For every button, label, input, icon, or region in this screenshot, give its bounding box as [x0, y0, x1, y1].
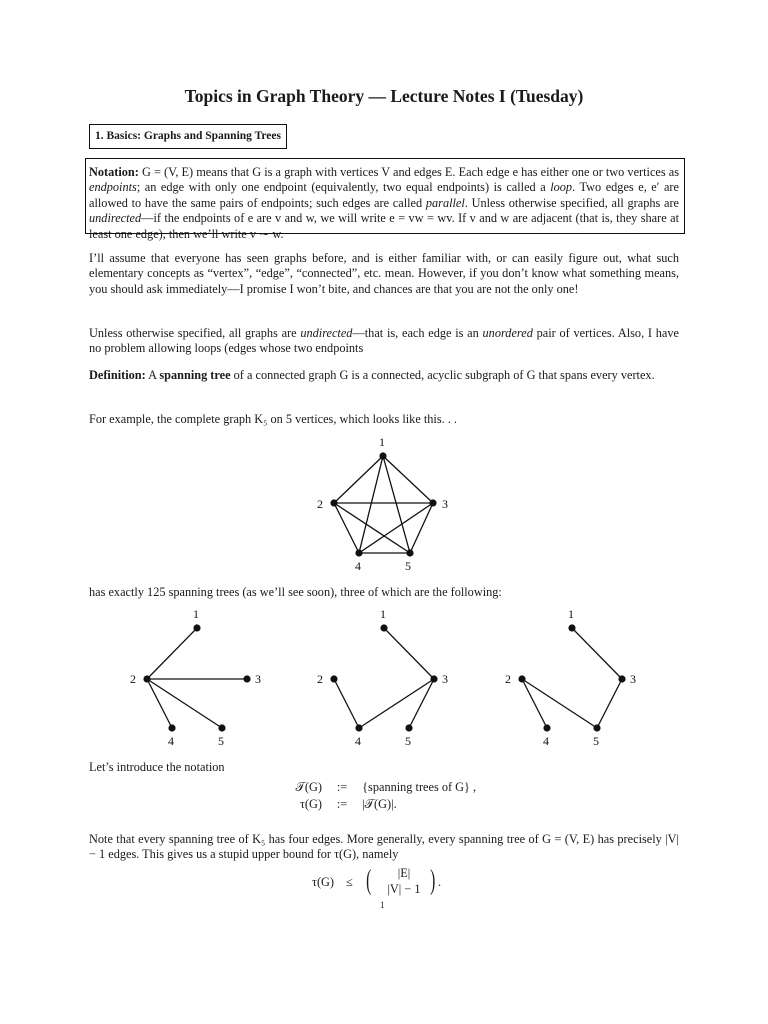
vertex-label: 4 — [355, 734, 361, 748]
vertex-label: 5 — [218, 734, 224, 748]
left-paren: ( — [366, 865, 372, 896]
binom-bottom: |V| − 1 — [387, 882, 421, 896]
tree2-vertices — [330, 624, 437, 731]
unless-text: —that is, each edge is an — [352, 326, 483, 340]
section-heading: 1. Basics: Graphs and Spanning Trees — [89, 124, 287, 149]
tree1-edges — [147, 628, 247, 728]
vertex-label: 2 — [130, 672, 136, 686]
notation-text: ; an edge with only one endpoint (equivalently, two equal endpoints) is called a — [136, 180, 551, 195]
bound-end: . — [438, 875, 442, 889]
vertex-label: 1 — [568, 607, 574, 621]
has-paragraph: has exactly 125 spanning trees (as we’ll see soon), three of which are the following: — [89, 585, 502, 599]
notation-text: G = (V, E) means that G is a graph with vertices V and edges E. Each edge e has either one or two vertices as — [138, 165, 679, 179]
k5-vertex — [330, 499, 337, 506]
def-row — [286, 797, 397, 812]
vertex-label: 1 — [380, 607, 386, 621]
def-rhs: |𝒯(G)|. — [362, 797, 397, 811]
tree2-edges — [334, 628, 434, 728]
vertex-label: 5 — [405, 734, 411, 748]
term-unordered: unordered — [482, 326, 533, 340]
example-paragraph: For example, the complete graph K₅ on 5 vertices, which looks like this. . . — [89, 412, 457, 426]
tree1-vertices — [143, 624, 250, 731]
vertex-label: 3 — [442, 672, 448, 686]
vertex-label: 5 — [593, 734, 599, 748]
notation-intro-paragraph: Let’s introduce the notation — [89, 760, 225, 774]
vertex-label: 3 — [255, 672, 261, 686]
k5-edges — [334, 456, 433, 553]
k5-vertex — [406, 549, 413, 556]
notation-text: —if the endpoints of e are v and w, we will write e = vw = wv. If v and w are adjacent (that is, they share at least one edge), then we’ll write v ∼ w. — [89, 211, 679, 241]
note-paragraph: Note that every spanning tree of K₅ has four edges. More generally, every spanning tree of G = (V, E) has precisely |V| − 1 edges. This gives us a stupid upper bound for τ(G), namely — [89, 832, 679, 862]
page-title: Topics in Graph Theory — Lecture Notes I (Tuesday) — [184, 86, 584, 106]
term-undirected: undirected — [300, 326, 353, 340]
k5-vertex — [429, 499, 436, 506]
def-lhs: τ(G) — [299, 797, 322, 811]
k5-vertex — [379, 452, 386, 459]
term-endpoints: endpoints — [89, 180, 137, 195]
definition-text: A — [145, 368, 160, 382]
term-undirected: undirected — [89, 211, 142, 226]
vertex-label: 3 — [442, 497, 448, 511]
vertex-label: 1 — [193, 607, 199, 621]
bound-op: ≤ — [346, 875, 353, 889]
assume-paragraph: I’ll assume that everyone has seen graphs before, and is either familiar with, or can easily figure out, what such elementary concepts as “vertex”, “edge”, “connected”, etc. mean. However, if you don’t know what something means, you should ask immediately—I promise I won’t bite, and chances are that you are not the only one! — [89, 251, 679, 296]
binom-top: |E| — [397, 866, 411, 880]
term-parallel: parallel — [425, 195, 465, 210]
term-spanning-tree: spanning tree — [159, 368, 231, 382]
def-op: := — [336, 797, 348, 811]
vertex-label: 4 — [168, 734, 174, 748]
def-lhs: 𝒯(G) — [295, 780, 322, 794]
notation-text: . Two edges e, e′ are allowed to have the same pairs of endpoints; such edges are called — [89, 180, 679, 210]
page-number: 1 — [380, 900, 385, 910]
vertex-label: 3 — [630, 672, 636, 686]
def-op: := — [336, 780, 348, 794]
k5-vertex — [355, 549, 362, 556]
k5-vertices — [330, 452, 436, 556]
notation-label: Notation: — [89, 165, 139, 179]
def-rhs: {spanning trees of G} , — [362, 780, 477, 794]
vertex-label: 1 — [379, 435, 385, 449]
vertex-label: 2 — [317, 497, 323, 511]
right-paren: ) — [430, 865, 436, 896]
tree3-vertices — [518, 624, 625, 731]
vertex-label: 2 — [317, 672, 323, 686]
term-loop: loop — [550, 180, 573, 195]
unless-text: Unless otherwise specified, all graphs are — [89, 326, 301, 340]
vertex-label: 5 — [405, 559, 411, 573]
notation-text: . Unless otherwise specified, all graphs are — [464, 195, 679, 210]
unless-text: pair of vertices. Also, I have no problem allowing loops (edges whose two endpoints — [89, 326, 679, 356]
vertex-label: 2 — [505, 672, 511, 686]
definition-text: of a connected graph G is a connected, acyclic subgraph of G that spans every vertex. — [230, 368, 655, 382]
tree3-edges — [522, 628, 622, 728]
definition-label: Definition: — [89, 368, 146, 382]
vertex-label: 4 — [543, 734, 549, 748]
bound-lhs: τ(G) — [312, 875, 335, 889]
def-row — [286, 780, 476, 795]
vertex-label: 4 — [355, 559, 361, 573]
